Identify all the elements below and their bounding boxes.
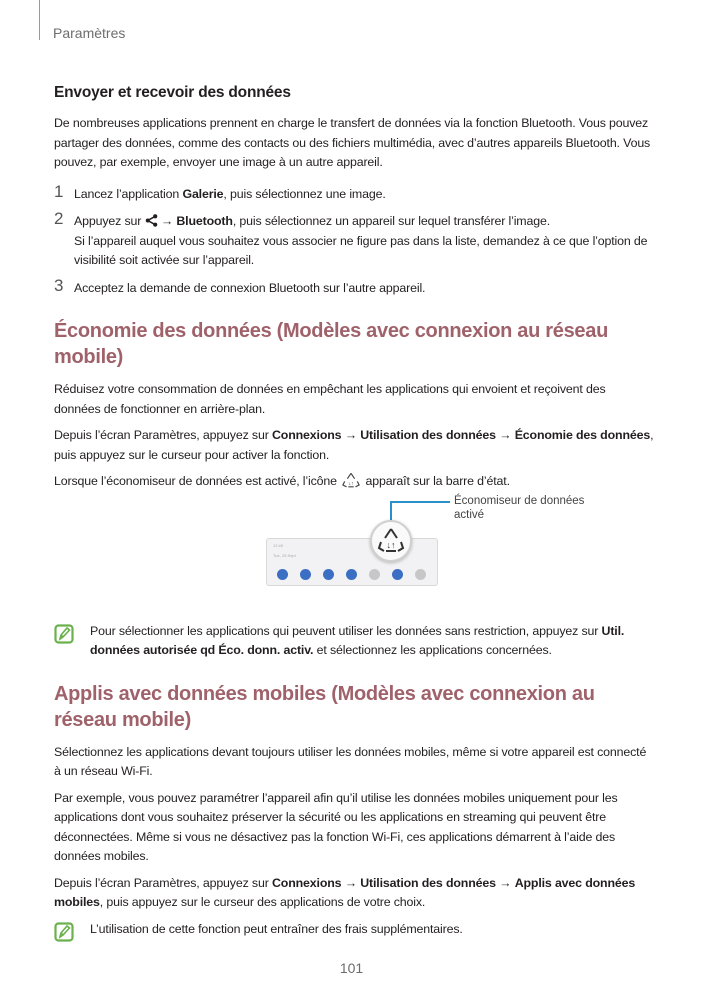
- section-title-data-saver: Économie des données (Modèles avec connexion au réseau mobile): [54, 320, 608, 368]
- flashlight-toggle-icon: [369, 569, 380, 580]
- margin-rule: [39, 0, 40, 40]
- rotation-toggle-icon: [346, 569, 357, 580]
- sound-toggle-icon: [300, 569, 311, 580]
- data-saver-figure: [54, 494, 654, 612]
- note-extra-fees: L’utilisation de cette fonction peut entraîner des frais supplémentaires.: [54, 920, 654, 940]
- step-number: 3: [54, 275, 64, 295]
- step-1: 1 Lancez l’application Galerie, puis sélectionnez une image.: [54, 181, 386, 201]
- section-title-mobile-data-apps: Applis avec données mobiles (Modèles avec connexion au réseau mobile): [54, 682, 595, 731]
- data-saver-toggle-icon: [392, 569, 403, 580]
- callout-label: Économiseur de données activé: [454, 494, 585, 521]
- svg-text:↓↑: ↓↑: [386, 539, 396, 550]
- section2-intro: Réduisez votre consommation de données en empêchant les applications qui envoient et reçoivent des données de fonctionner en arrière-plan.: [54, 382, 606, 416]
- quick-panel-screenshot: 12:45 Tue, 25 Sept: [266, 538, 438, 586]
- wifi-toggle-icon: [277, 569, 288, 580]
- option-bluetooth: Bluetooth: [176, 214, 233, 228]
- note-unrestricted-apps: Pour sélectionner les applications qui peuvent utiliser les données sans restriction, appuyez sur Util. données autorisée qd Éco. donn. activ. et sélectionnez les applications concernées.: [54, 622, 654, 661]
- page-number: 101: [339, 960, 364, 976]
- page-content: [54, 84, 654, 949]
- note-icon: [54, 922, 74, 942]
- section2-instructions: Depuis l’écran Paramètres, appuyez sur Connexions → Utilisation des données → Économie des données, puis appuyez sur le curseur pour activer la fonction.: [54, 428, 654, 462]
- callout-line: [390, 501, 450, 503]
- app-name-galerie: Galerie: [182, 186, 224, 201]
- bluetooth-toggle-icon: [323, 569, 334, 580]
- section3-example: Par exemple, vous pouvez paramétrer l’appareil afin qu’il utilise les données mobiles uniquement pour les applications dont vous souhaitez préserver la sécurité ou les applications en streaming qui peuvent être déconnectées. Même si vous ne désactivez pas la fonction Wi-Fi, ces applications démarrent à l’aide des données mobiles.: [54, 790, 618, 863]
- step-number: 2: [54, 209, 64, 228]
- data-saver-icon: [342, 472, 360, 489]
- svg-text:↓↑: ↓↑: [348, 481, 354, 487]
- section3-intro: Sélectionnez les applications devant toujours utiliser les données mobiles, même si votre appareil est connecté à un réseau Wi-Fi.: [54, 744, 647, 778]
- section1-intro: De nombreuses applications prennent en charge le transfert de données via la fonction Bluetooth. Vous pouvez partager des données, comme des contacts ou des fichiers multimédia, avec d’autres appareils Bluetooth. Vous pouvez, par exemple, envoyer une image à un autre appareil.: [54, 116, 651, 169]
- step-2: 2 Appuyez sur → Bluetooth, puis sélectionnez un appareil sur lequel transférer l’image. Si l’appareil auquel vous souhaitez vous associer ne figure pas dans la liste, demandez à ce que l’option de visibilité soit activée sur l’appareil.: [54, 212, 654, 271]
- section2-icon-text: Lorsque l’économiseur de données est activé, l’icône ↓↑ apparaît sur la barre d’état.: [54, 474, 510, 488]
- section-title-send-receive: Envoyer et recevoir des données: [54, 84, 291, 101]
- note-icon: [54, 624, 74, 644]
- step-3: 3 Acceptez la demande de connexion Bluetooth sur l’autre appareil.: [54, 275, 426, 295]
- step-2-detail: Si l’appareil auquel vous souhaitez vous associer ne figure pas dans la liste, demandez à ce que l’option de visibilité soit activée sur l’appareil.: [74, 233, 648, 267]
- screen-toggle-icon: [415, 569, 426, 580]
- callout-line: [390, 501, 392, 521]
- share-icon: [145, 214, 158, 227]
- data-saver-magnified-icon: [370, 520, 412, 562]
- step-number: 1: [54, 181, 64, 201]
- section3-instructions: Depuis l’écran Paramètres, appuyez sur Connexions → Utilisation des données → Applis avec données mobiles, puis appuyez sur le curseur des applications de votre choix.: [54, 875, 636, 909]
- running-header: Paramètres: [53, 25, 126, 41]
